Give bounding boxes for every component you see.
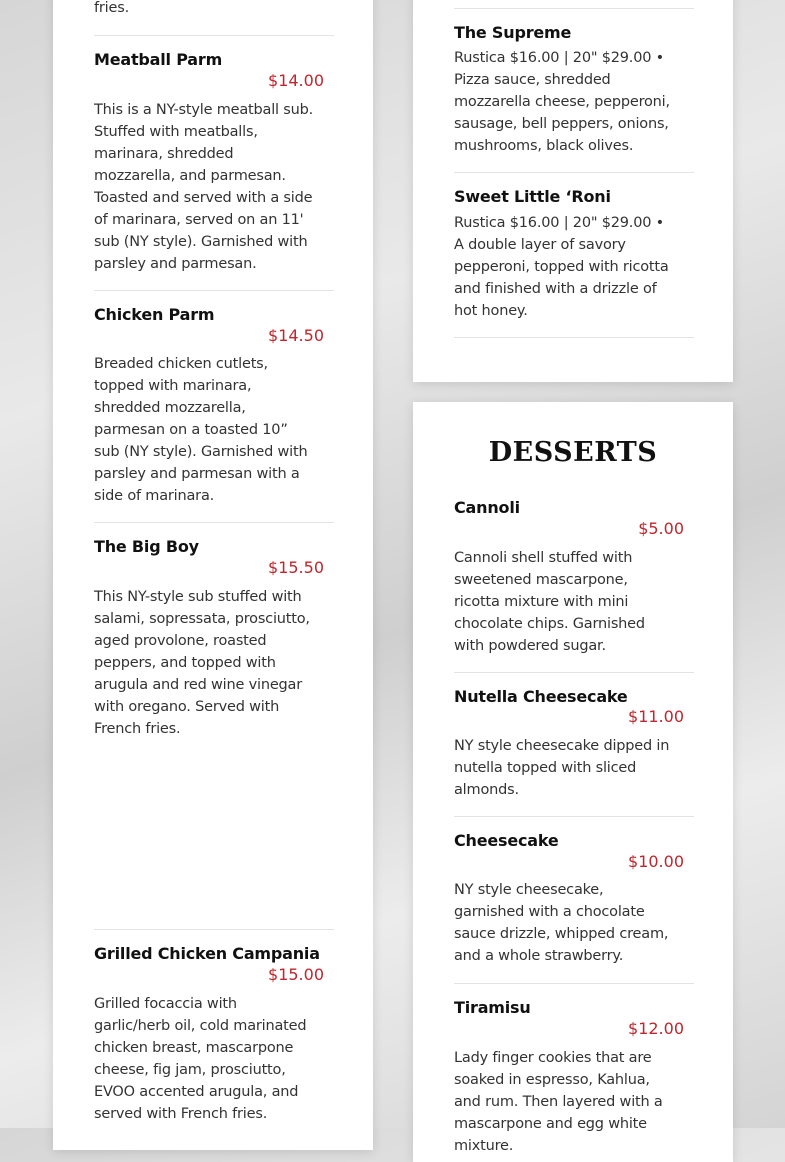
item-name: Tiramisu: [454, 998, 531, 1017]
item-name: The Supreme: [454, 23, 572, 42]
item-price: $15.50: [268, 558, 324, 577]
divider: [94, 35, 334, 36]
item-name: Meatball Parm: [94, 50, 223, 69]
item-price: $11.00: [628, 707, 684, 726]
divider: [454, 172, 694, 173]
item-name: Nutella Cheesecake: [454, 687, 628, 706]
item-description: NY style cheesecake dipped in nutella topped with sliced almonds.: [454, 738, 670, 798]
item-description: NY style cheesecake, garnished with a chocolate sauce drizzle, whipped cream, and a whole strawberry.: [454, 882, 669, 964]
item-description: Lady finger cookies that are soaked in espresso, Kahlua, and rum. Then layered with a mascarpone and egg white mixture.: [454, 1050, 663, 1154]
item-price: $15.00: [268, 965, 324, 984]
menu-card-desserts: [413, 402, 733, 1162]
item-price: $14.50: [268, 326, 324, 345]
divider: [94, 929, 334, 930]
item-description: This NY-style sub stuffed with salami, sopressata, prosciutto, aged provolone, roasted peppers, and topped with arugula and red wine vinegar with oregano. Served with French fries.: [94, 589, 310, 737]
item-price: $10.00: [628, 852, 684, 871]
divider: [454, 983, 694, 984]
item-description: Cannoli shell stuffed with sweetened mascarpone, ricotta mixture with mini chocolate chips. Garnished with powdered sugar.: [454, 550, 645, 654]
menu-card-pizzas: [413, 0, 733, 382]
section-title: DESSERTS: [488, 437, 658, 468]
item-name: Chicken Parm: [94, 305, 215, 324]
item-name: Cannoli: [454, 498, 520, 517]
item-description: Breaded chicken cutlets, topped with marinara, shredded mozzarella, parmesan on a toasted 10” sub (NY style). Garnished with parsley and parmesan with a side of marinara.: [94, 356, 308, 504]
divider: [94, 522, 334, 523]
item-description: Rustica $16.00 | 20" $29.00 • A double layer of savory pepperoni, topped with ricotta and finished with a drizzle of hot honey.: [454, 215, 669, 319]
item-description: Grilled focaccia with garlic/herb oil, cold marinated chicken breast, mascarpone cheese, fig jam, prosciutto, EVOO accented arugula, and served with French fries.: [94, 996, 307, 1122]
item-name: Cheesecake: [454, 831, 559, 850]
divider: [454, 816, 694, 817]
menu-card-sandwiches: [53, 0, 373, 1150]
item-price: $14.00: [268, 71, 324, 90]
item-price: $12.00: [628, 1019, 684, 1038]
divider: [454, 672, 694, 673]
item-description: This is a NY-style meatball sub. Stuffed with meatballs, marinara, shredded mozzarella, and parmesan. Toasted and served with a side of marinara, served on an 11' sub (NY style). Garnished with parsley and parmesan.: [94, 102, 314, 272]
divider: [454, 8, 694, 9]
divider: [454, 337, 694, 338]
item-name: Grilled Chicken Campania: [94, 944, 320, 963]
item-description: Rustica $16.00 | 20" $29.00 • Pizza sauce, shredded mozzarella cheese, pepperoni, sausage, bell peppers, onions, mushrooms, black olives.: [454, 50, 670, 154]
divider: [94, 290, 334, 291]
item-name: Sweet Little ‘Roni: [454, 187, 611, 206]
item-description-fragment: fries.: [94, 0, 129, 16]
item-price: $5.00: [638, 519, 684, 538]
item-name: The Big Boy: [94, 537, 199, 556]
